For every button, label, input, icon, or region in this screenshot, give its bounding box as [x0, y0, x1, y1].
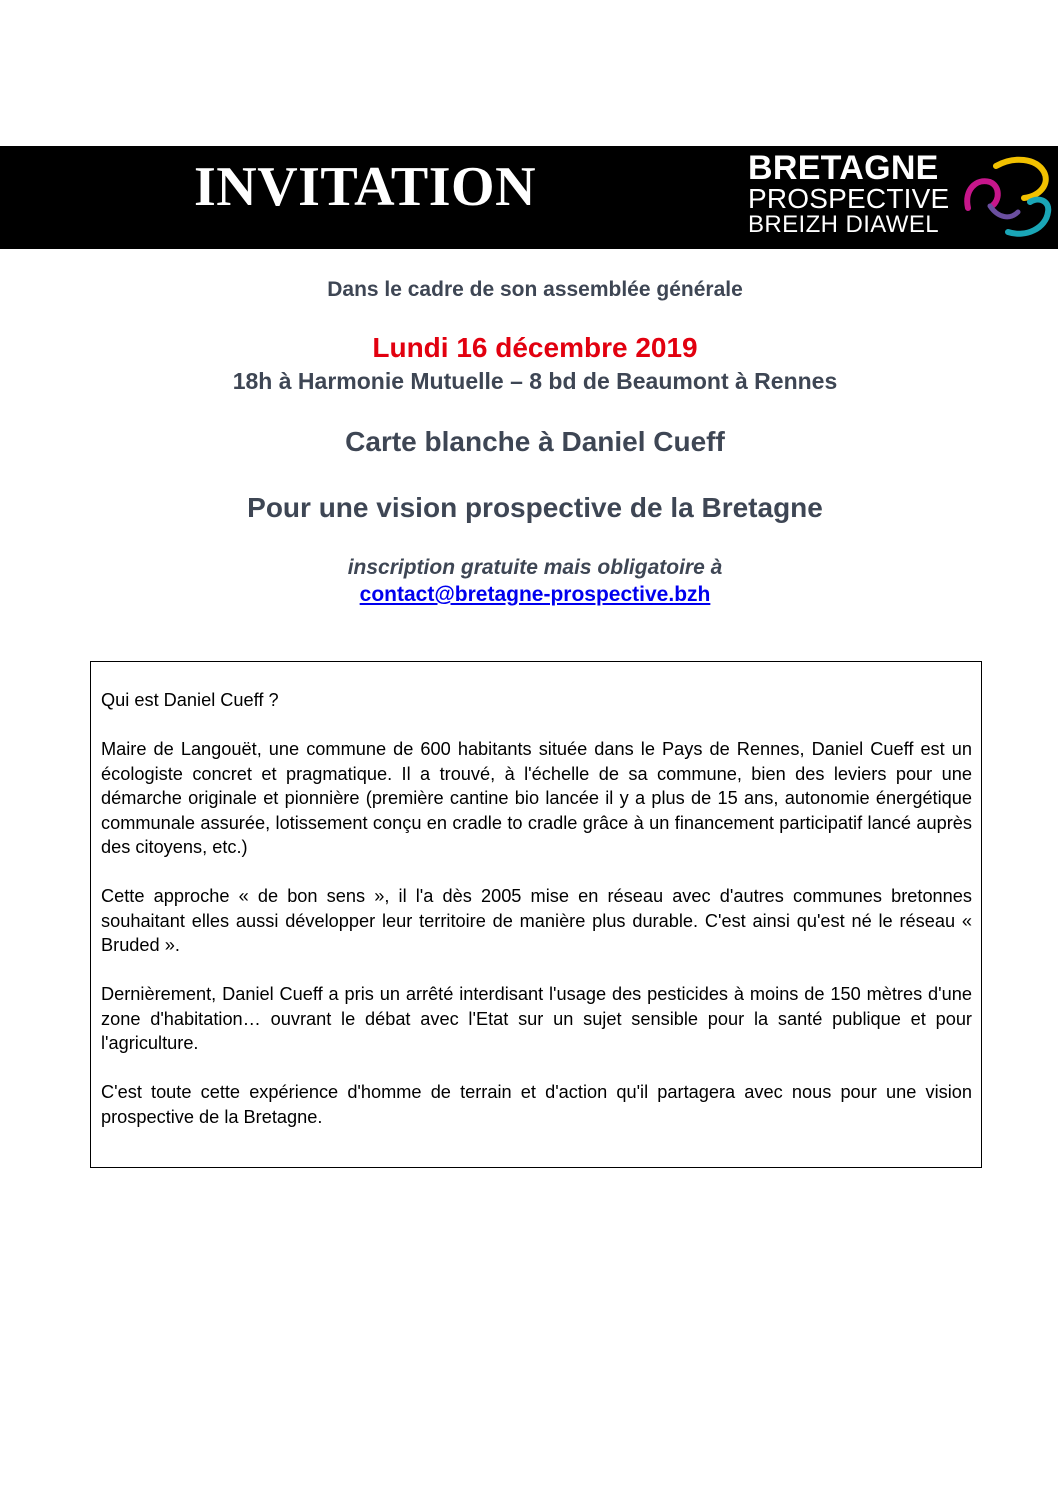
biography-box [90, 661, 982, 1168]
biography-paragraph: Cette approche « de bon sens », il l'a dès 2005 mise en réseau avec d'autres communes bretonnes souhaitant elles aussi développer leur territoire de manière plus durable. C'est ainsi qu'est né le réseau « Bruded ». [101, 886, 972, 955]
logo-wordmark [748, 149, 950, 238]
logo-line-breizh-diawel: BREIZH DIAWEL [748, 211, 940, 238]
event-place: 18h à Harmonie Mutuelle – 8 bd de Beaumont à Rennes [232, 368, 838, 394]
logo-line-bretagne: BRETAGNE [748, 149, 939, 187]
biography-text [101, 688, 972, 1154]
event-vision: Pour une vision prospective de la Bretagne [247, 492, 823, 523]
event-carte-blanche: Carte blanche à Daniel Cueff [345, 426, 725, 457]
biography-paragraph: Maire de Langouët, une commune de 600 habitants située dans le Pays de Rennes, Daniel Cueff est un écologiste concret et pragmatique. Il a trouvé, à l'échelle de sa commune, bien des leviers pour une démarche originale et pionnière (première cantine bio lancée il y a plus de 15 ans, autonomie énergétique communale assurée, lotissement conçu en cradle to cradle grâce à un financement participatif lancé auprès des citoyens, etc.) [101, 739, 972, 857]
header-banner [0, 146, 1058, 249]
triskel-logo-icon [962, 156, 1056, 242]
biography-question: Qui est Daniel Cueff ? [101, 690, 279, 710]
biography-paragraph: C'est toute cette expérience d'homme de terrain et d'action qu'il partagera avec nous pour une vision prospective de la Bretagne. [101, 1082, 972, 1127]
event-date: Lundi 16 décembre 2019 [372, 332, 698, 363]
event-intro: Dans le cadre de son assemblée générale [327, 278, 743, 301]
registration-note: inscription gratuite mais obligatoire à [347, 556, 723, 579]
logo-line-prospective: PROSPECTIVE [748, 183, 950, 214]
registration-email [0, 583, 1058, 607]
contact-email-link[interactable]: contact@bretagne-prospective.bzh [359, 583, 711, 606]
invitation-title: INVITATION [193, 156, 537, 218]
biography-paragraph: Dernièrement, Daniel Cueff a pris un arrêté interdisant l'usage des pesticides à moins de 150 mètres d'une zone d'habitation… ouvrant le débat avec l'Etat sur un sujet sensible pour la santé publique et pour l'agriculture. [101, 984, 972, 1053]
bretagne-prospective-logo [736, 146, 1058, 249]
